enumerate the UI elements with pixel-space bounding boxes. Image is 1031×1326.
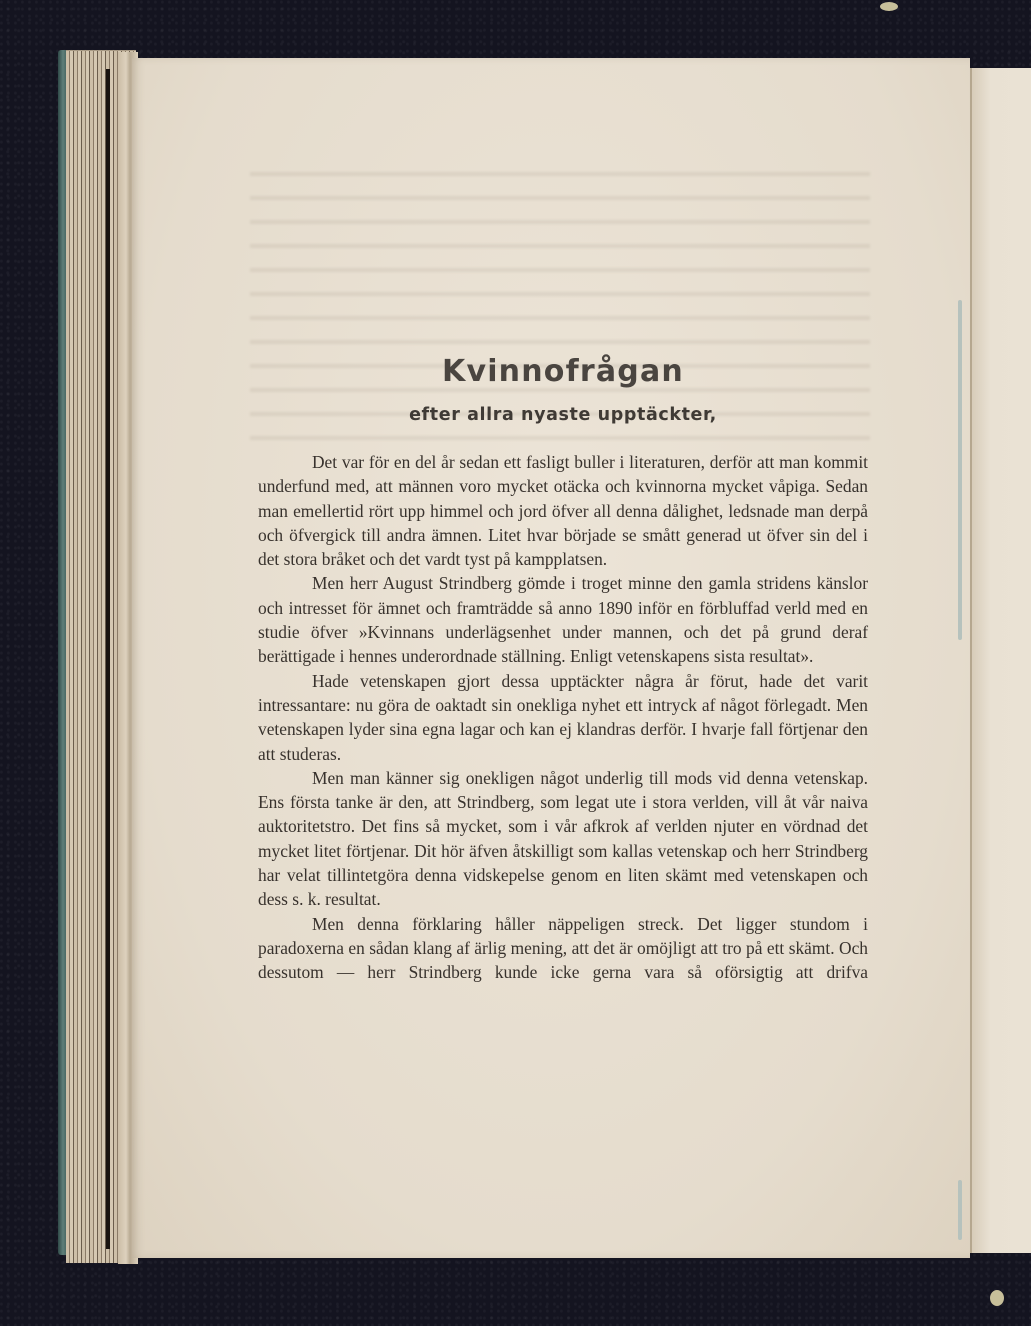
chapter-title: Kvinnofrågan	[442, 354, 684, 389]
facing-page-edge	[970, 68, 1031, 1253]
gutter-crease	[958, 300, 962, 640]
paragraph: Men herr August Strindberg gömde i troget minne den gamla stridens känslor och intresset för ämnet och framträdde så anno 1890 inför en förbluffad verld med en studie öfver »Kvinnans underlägsenhet under mannen, och det på grund deraf berättigade i hennes underordnade ställning. Enligt vetenskapens sista resultat».	[258, 573, 868, 667]
paper-spot-top	[880, 2, 898, 11]
body-text	[258, 450, 868, 985]
paragraph: Men man känner sig onekligen något underlig till mods vid denna vetenskap. Ens första tanke är den, att Strindberg, som legat ute i stora verlden, vill åt vår naiva auktoritetstro. Det fins så mycket, som i vår afkrok af verlden njuter en vördnad det mycket litet förtjenar. Dit hör äfven åtskilligt som kallas vetenskap och herr Strindberg har velat tillintetgöra denna vidskepelse genom en liten skämt med vetenskapen och dess s. k. resultat.	[258, 767, 868, 910]
paragraph-continued: Men denna förklaring håller näppeligen streck. Det ligger stundom i paradoxerna en sådan klang af ärlig mening, att det är omöjligt att tro på ett skämt. Och dessutom — herr Strindberg kunde icke gerna vara så oförsigtig att drifva	[258, 913, 868, 983]
paper-spot	[990, 1290, 1004, 1306]
paragraph: Det var för en del år sedan ett fasligt buller i literaturen, derför att man kommit underfund med, att männen voro mycket otäcka och kvinnorna mycket våpiga. Sedan man emellertid rört upp himmel och jord öfver all denna dålighet, ledsnade man derpå och öfvergick till andra ämnen. Litet hvar började se smått generad ut öfver sin del i det stora bråket och det vardt tyst på kampplatsen.	[258, 452, 868, 570]
paragraph: Hade vetenskapen gjort dessa upptäckter några år förut, hade det varit intressantare: nu göra de oaktadt sin onekliga nyhet ett intryck af något förlegadt. Men vetenskapen lyder sina egna lagar och kan ej klandras derför. I hvarje fall förtjenar den att studeras.	[258, 670, 868, 764]
chapter-subtitle: efter allra nyaste upptäckter,	[409, 405, 717, 425]
page-content	[258, 352, 868, 985]
gutter-crease-lower	[958, 1180, 962, 1240]
